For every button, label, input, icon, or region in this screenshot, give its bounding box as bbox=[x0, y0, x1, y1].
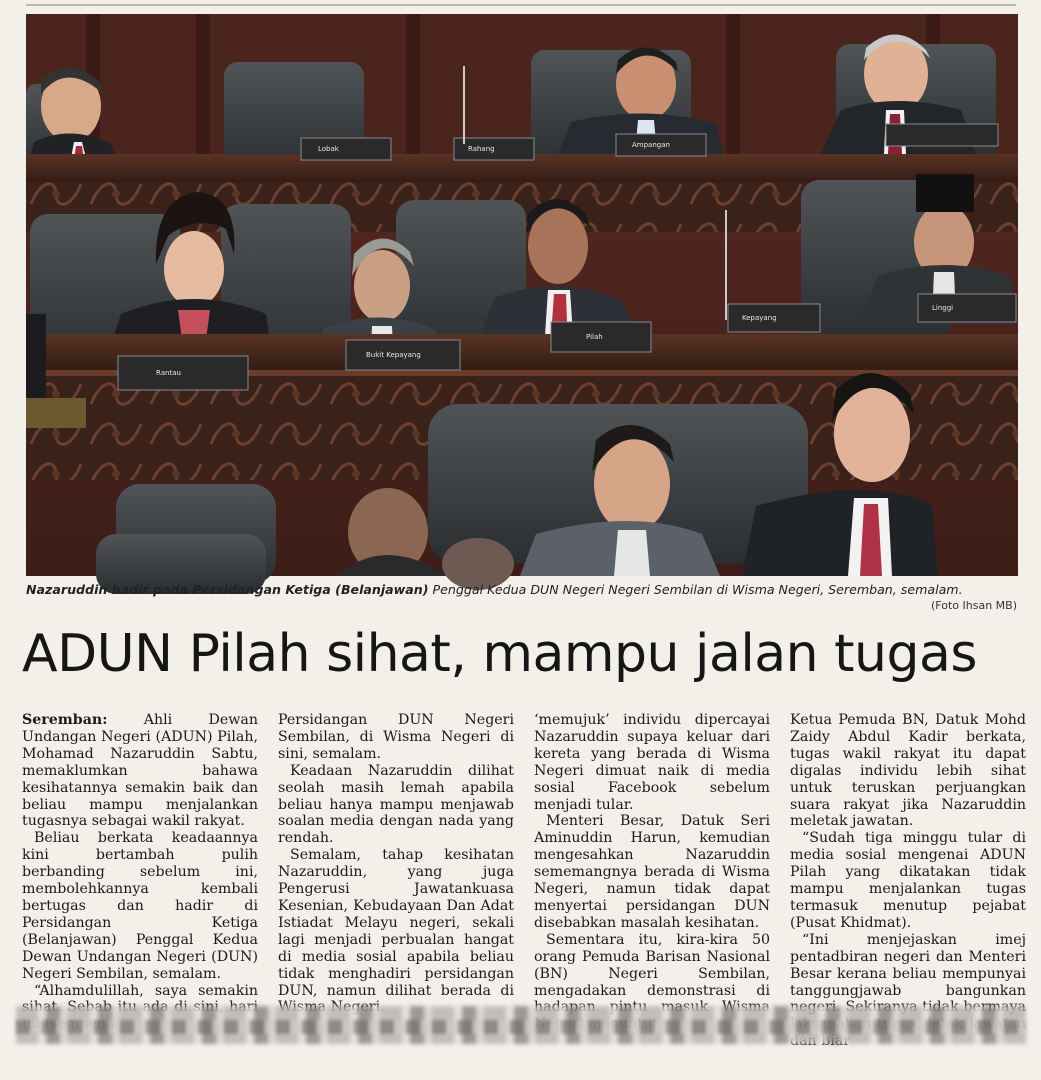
article-column-1 bbox=[22, 712, 258, 1012]
nameplate-label: Ampangan bbox=[632, 141, 670, 149]
article-paragraph: Sementara itu, kira-kira 50 orang Pemuda Barisan Nasional (BN) Negeri Sembilan, mengadakan demonstrasi di bbox=[534, 931, 770, 999]
article-paragraph: “Ini menjejaskan imej pentadbiran negeri dan Menteri Besar kerana beliau mempunyai tanggungjawab bangunkan bbox=[790, 931, 1026, 999]
assembly-photo bbox=[26, 14, 1018, 576]
dateline: Seremban: bbox=[22, 712, 108, 728]
article-paragraph: Menteri Besar, Datuk Seri Aminuddin Harun, kemudian mengesahkan Nazaruddin sememangnya berada di Wisma Negeri, namun tidak dapat menyertai persidangan DUN disebabkan masalah kesihatan. bbox=[534, 813, 770, 931]
top-rule bbox=[26, 4, 1016, 6]
article-paragraph: “Sudah tiga minggu tular di media sosial mengenai ADUN Pilah yang dikatakan tidak mampu menjalankan tugas termasuk menutup pejabat (Pusat Khidmat). bbox=[790, 830, 1026, 931]
nameplate-label: Linggi bbox=[932, 304, 954, 312]
caption-bold: Nazaruddin hadir pada Persidangan Ketiga (Belanjawan) bbox=[26, 582, 429, 597]
nameplate-label: Pilah bbox=[586, 333, 603, 341]
article-paragraph bbox=[22, 712, 258, 830]
article-paragraph: ‘memujuk’ individu dipercayai Nazaruddin supaya keluar dari kereta yang berada di Wisma Negeri dimuat naik di media sosial Facebook sebelum menjadi tular. bbox=[534, 712, 770, 813]
nameplate-label: Rahang bbox=[468, 145, 495, 153]
photo-credit: (Foto Ihsan MB) bbox=[931, 599, 1017, 612]
nameplate-label: Rantau bbox=[156, 369, 181, 377]
article-column-4 bbox=[790, 712, 1026, 1012]
blurred-footer-text bbox=[16, 1020, 1026, 1034]
caption-rest: Penggal Kedua DUN Negeri Negeri Sembilan di Wisma Negeri, Seremban, semalam. bbox=[428, 582, 963, 597]
nameplate-label: Lobak bbox=[318, 145, 339, 153]
article-paragraph: Persidangan DUN Negeri Sembilan, di Wisma Negeri di sini, semalam. bbox=[278, 712, 514, 762]
paragraph-text: Ahli Dewan Undangan Negeri (ADUN) Pilah, Mohamad Nazaruddin Sabtu, memaklumkan bahawa kesihatannya semakin baik dan beliau mampu menjalankan tugasnya sebagai wakil rakyat. bbox=[22, 712, 258, 830]
article-column-3 bbox=[534, 712, 770, 1012]
article-paragraph: Semalam, tahap kesihatan Nazaruddin, yang juga Pengerusi Jawatankuasa Kesenian, Kebudayaan Dan Adat Istiadat Melayu negeri, sekali lagi menjadi perbualan hangat di media sosial apabila beliau tidak menghadiri persidangan DUN, namun dilihat berada di bbox=[278, 847, 514, 999]
headline: ADUN Pilah sihat, mampu jalan tugas bbox=[22, 624, 977, 684]
nameplate-label: Kepayang bbox=[742, 314, 777, 322]
article-paragraph: Ketua Pemuda BN, Datuk Mohd Zaidy Abdul Kadir berkata, tugas wakil rakyat itu dapat digalas individu lebih sihat untuk teruskan perjuangkan suara rakyat jika Nazaruddin meletak jawatan. bbox=[790, 712, 1026, 830]
assembly-hall-illustration bbox=[26, 14, 1018, 576]
nameplate-label: Bukit Kepayang bbox=[366, 351, 421, 359]
article-column-2 bbox=[278, 712, 514, 1012]
photo-caption bbox=[26, 582, 1018, 597]
article-paragraph: Beliau berkata keadaannya kini bertambah pulih berbanding sebelum ini, membolehkannya kembali bertugas dan hadir di Persidangan Ketiga (Belanjawan) Penggal Kedua Dewan Undangan Negeri (DUN) Negeri Sembilan, semalam. bbox=[22, 830, 258, 982]
article-paragraph: Keadaan Nazaruddin dilihat seolah masih lemah apabila beliau hanya mampu menjawab soalan media dengan nada yang rendah. bbox=[278, 762, 514, 847]
article-body bbox=[22, 712, 1026, 1012]
article-paragraph: “Alhamdulillah, saya semakin bbox=[34, 982, 258, 999]
